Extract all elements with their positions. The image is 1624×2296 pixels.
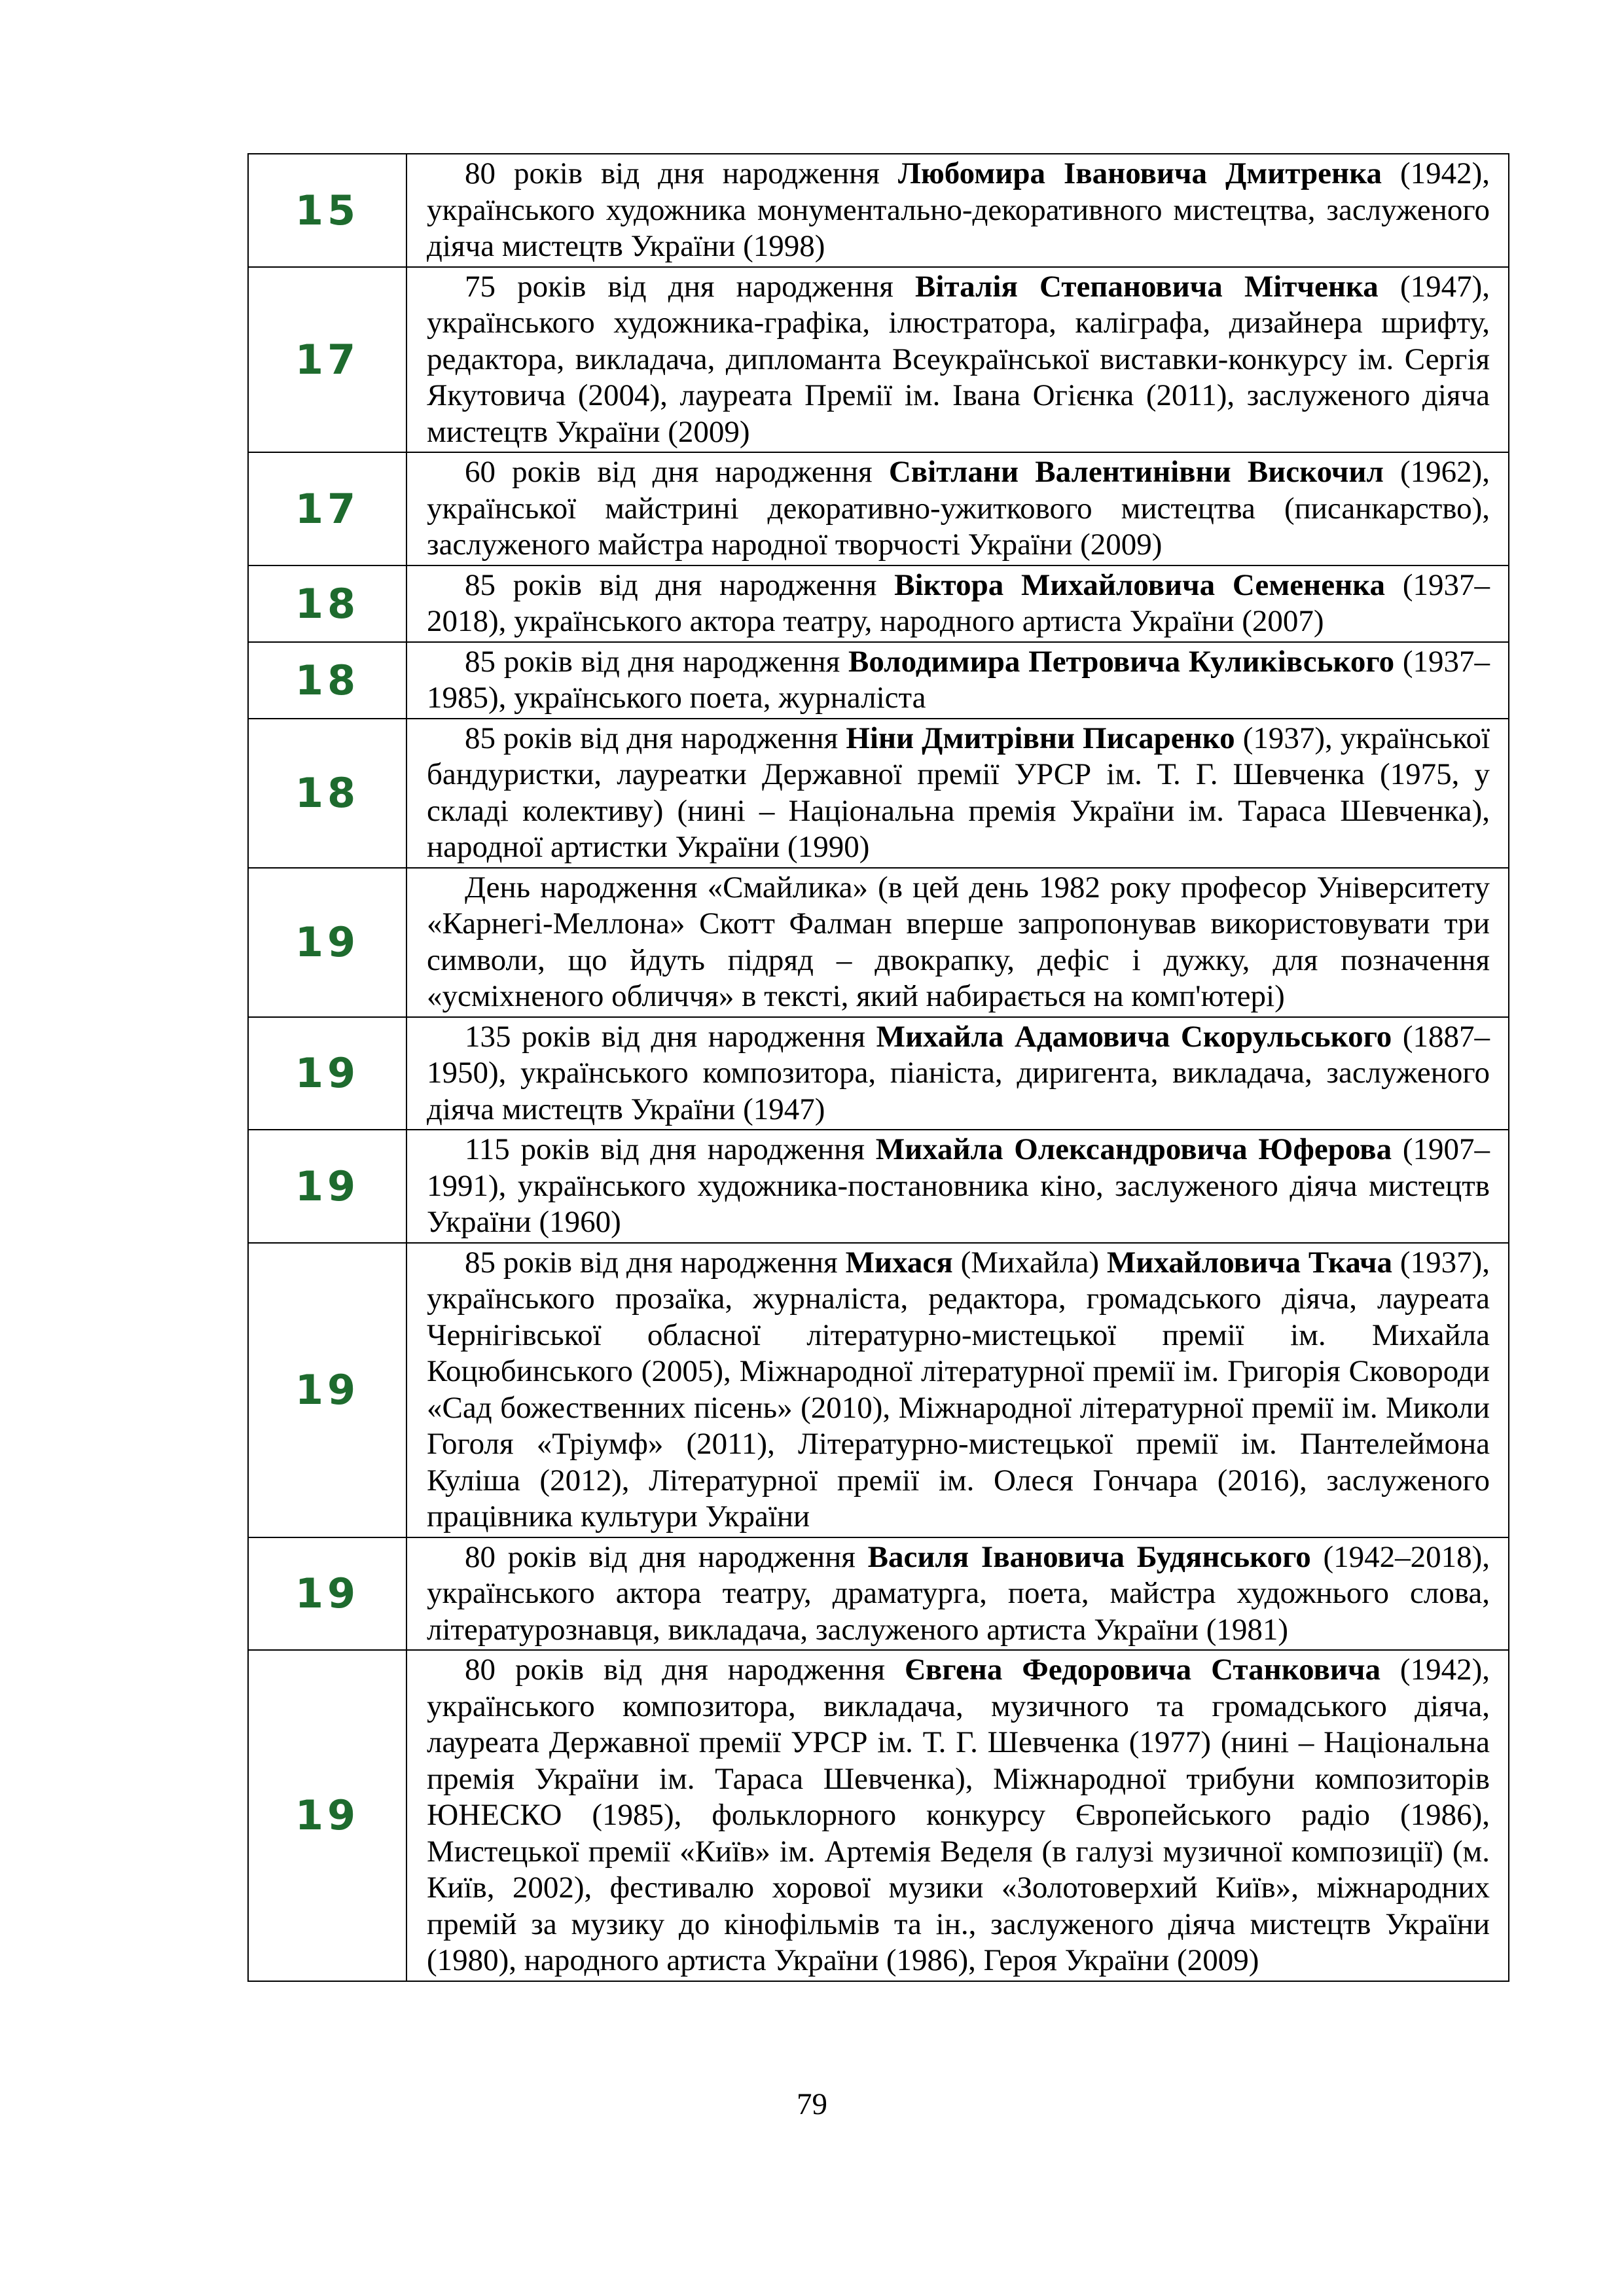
description-cell xyxy=(406,1650,1509,1981)
date-cell: 18 xyxy=(248,565,406,642)
table-row xyxy=(248,1017,1509,1130)
table-row xyxy=(248,1537,1509,1651)
page-number: 79 xyxy=(797,2087,827,2121)
text-fragment: (1942–2018), українського актора театру, драматурга, поета, майстра художнього слова, літературознавця, викладача, заслуженого артиста України (1981) xyxy=(427,1539,1490,1647)
text-fragment: (1947), українського художника-графіка, ілюстратора, каліграфа, дизайнера шрифту, редактора, викладача, дипломанта Всеукраїнської виставки-конкурсу ім. Сергія Якутовича (2004), лауреата Премії ім. Івана Огієнка (2011), заслуженого діяча мистецтв України (2009) xyxy=(427,269,1490,449)
person-name: Віктора Михайловича Семененка xyxy=(894,567,1386,602)
text-fragment: (1937–2018), українського актора театру, народного артиста України (2007) xyxy=(427,567,1490,638)
text-fragment: 85 років від дня народження xyxy=(465,567,895,602)
table-row xyxy=(248,868,1509,1017)
description-text xyxy=(427,1019,1490,1128)
text-fragment: (1937), українського прозаїка, журналіста, редактора, громадського діяча, лауреата Чернігівської обласної літературно-мистецької премії ім. Михайла Коцюбинського (2005), Міжнародної літературної премії ім. Григорія Сковороди «Сад божественних пісень» (2010), Міжнародної літературної премії ім. Миколи Гоголя «Тріумф» (2011), Літературно-мистецької премії ім. Пантелеймона Куліша (2012), Літературної премії ім. Олеся Гончара (2016), заслуженого працівника культури України xyxy=(427,1245,1490,1534)
description-text xyxy=(427,269,1490,451)
table-row xyxy=(248,1650,1509,1981)
description-text xyxy=(427,870,1490,1015)
anniversary-table xyxy=(247,153,1509,1982)
text-fragment: 85 років від дня народження xyxy=(465,721,846,755)
person-name: Любомира Івановича Дмитренка xyxy=(897,156,1382,190)
description-cell xyxy=(406,267,1509,453)
description-cell xyxy=(406,1537,1509,1651)
person-name: Михайла Адамовича Скорульського xyxy=(876,1019,1392,1054)
description-text xyxy=(427,567,1490,640)
table-row xyxy=(248,1243,1509,1537)
description-cell xyxy=(406,565,1509,642)
description-text xyxy=(427,1652,1490,1979)
text-fragment: 80 років від дня народження xyxy=(465,1539,868,1574)
person-name: Михася xyxy=(845,1245,953,1280)
text-fragment: 85 років від дня народження xyxy=(465,1245,846,1280)
description-text xyxy=(427,644,1490,717)
description-text xyxy=(427,1132,1490,1241)
date-cell: 19 xyxy=(248,1130,406,1243)
date-cell: 17 xyxy=(248,267,406,453)
person-name: Володимира Петровича Куликівського xyxy=(848,644,1395,679)
table-row xyxy=(248,267,1509,453)
text-fragment: 85 років від дня народження xyxy=(465,644,849,679)
person-name: Ніни Дмитрівни Писаренко xyxy=(846,721,1235,755)
date-cell: 19 xyxy=(248,1537,406,1651)
text-fragment: (Михайла) xyxy=(952,1245,1107,1280)
table-row xyxy=(248,452,1509,565)
person-name: Михайловича Ткача xyxy=(1106,1245,1393,1280)
description-cell xyxy=(406,719,1509,868)
description-cell xyxy=(406,154,1509,267)
text-fragment: 80 років від дня народження xyxy=(465,156,898,190)
person-name: Віталія Степановича Мітченка xyxy=(915,269,1379,304)
description-text xyxy=(427,1539,1490,1649)
description-text xyxy=(427,156,1490,265)
description-text xyxy=(427,1245,1490,1535)
text-fragment: 135 років від дня народження xyxy=(465,1019,876,1054)
description-cell xyxy=(406,868,1509,1017)
person-name: Михайла Олександровича Юферова xyxy=(875,1132,1392,1166)
person-name: Василя Івановича Будянського xyxy=(867,1539,1311,1574)
person-name: Євгена Федоровича Станковича xyxy=(904,1653,1380,1687)
text-fragment: 60 років від дня народження xyxy=(465,455,889,489)
description-cell xyxy=(406,1130,1509,1243)
date-cell: 19 xyxy=(248,868,406,1017)
description-cell xyxy=(406,1243,1509,1537)
table-row xyxy=(248,154,1509,267)
date-cell: 18 xyxy=(248,719,406,868)
text-fragment: 115 років від дня народження xyxy=(465,1132,876,1166)
text-fragment: День народження «Смайлика» (в цей день 1982 року професор Університету «Карнегі-Меллона» Скотт Фалман вперше запропонував використовувати три символи, що йдуть підряд – двокрапку, дефіс і дужку, для позначення «усміхненого обличчя» в тексті, який набирається на комп'ютері) xyxy=(427,870,1490,1013)
description-text xyxy=(427,721,1490,866)
date-cell: 19 xyxy=(248,1017,406,1130)
date-cell: 17 xyxy=(248,452,406,565)
text-fragment: (1907–1991), українського художника-постановника кіно, заслуженого діяча мистецтв України (1960) xyxy=(427,1132,1490,1239)
description-cell xyxy=(406,452,1509,565)
text-fragment: (1887–1950), українського композитора, піаніста, диригента, викладача, заслуженого діяча мистецтв України (1947) xyxy=(427,1019,1490,1126)
text-fragment: (1942), українського композитора, викладача, музичного та громадського діяча, лауреата Державної премії УРСР ім. Т. Г. Шевченка (1977) (нині – Національна премія України ім. Тараса Шевченка), Міжнародної трибуни композиторів ЮНЕСКО (1985), фольклорного конкурсу Європейського радіо (1986), Мистецької премії «Київ» ім. Артемія Веделя (в галузі музичної композиції) (м. Київ, 2002), фестивалю хорової музики «Золотоверхий Київ», міжнародних премій за музику до кінофільмів та ін., заслуженого діяча мистецтв України (1980), народного артиста України (1986), Героя України (2009) xyxy=(427,1653,1490,1977)
text-fragment: (1962), української майстрині декоративно-ужиткового мистецтва (писанкарство), заслуженого майстра народної творчості України (2009) xyxy=(427,455,1490,562)
text-fragment: (1937–1985), українського поета, журналіста xyxy=(427,644,1490,715)
date-cell: 19 xyxy=(248,1650,406,1981)
description-text xyxy=(427,454,1490,564)
table-row xyxy=(248,565,1509,642)
date-cell: 19 xyxy=(248,1243,406,1537)
text-fragment: (1942), українського художника монументально-декоративного мистецтва, заслуженого діяча мистецтв України (1998) xyxy=(427,156,1490,263)
description-cell xyxy=(406,642,1509,719)
table-row xyxy=(248,1130,1509,1243)
date-cell: 18 xyxy=(248,642,406,719)
text-fragment: (1937), української бандуристки, лауреатки Державної премії УРСР ім. Т. Г. Шевченка (1975, у складі колективу) (нині – Національна премія України ім. Тараса Шевченка), народної артистки України (1990) xyxy=(427,721,1490,864)
table-body xyxy=(248,154,1509,1981)
text-fragment: 80 років від дня народження xyxy=(465,1653,905,1687)
text-fragment: 75 років від дня народження xyxy=(465,269,916,304)
table-row xyxy=(248,642,1509,719)
person-name: Світлани Валентинівни Вискочил xyxy=(888,455,1384,489)
table-row xyxy=(248,719,1509,868)
description-cell xyxy=(406,1017,1509,1130)
date-cell: 15 xyxy=(248,154,406,267)
